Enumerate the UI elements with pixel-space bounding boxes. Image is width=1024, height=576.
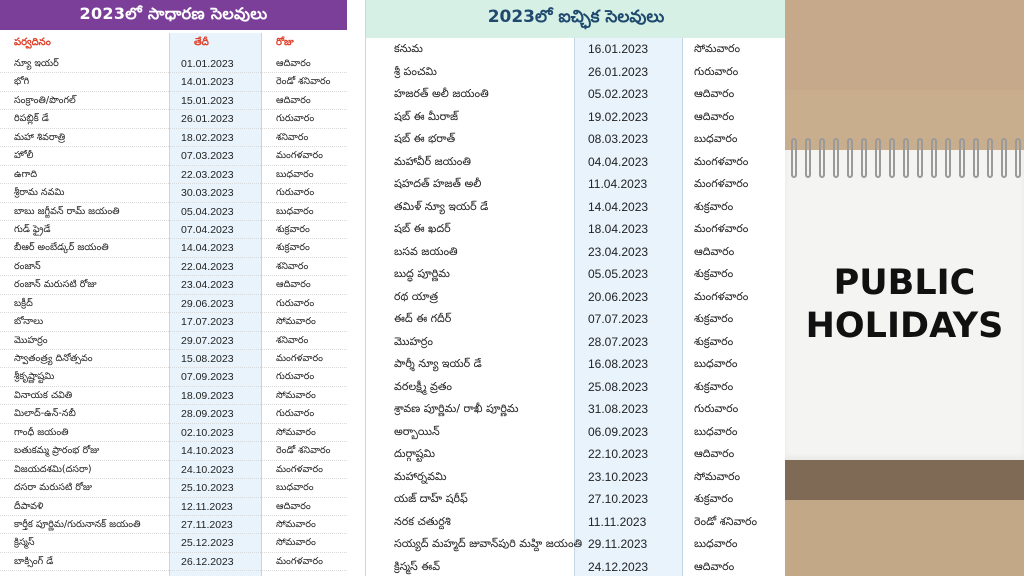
holiday-date: 07.03.2023 [181,150,234,163]
holiday-date: 15.01.2023 [181,94,234,107]
table-row [0,203,347,221]
holiday-name: బాక్సింగ్ డే [14,555,54,567]
table-row [0,368,347,386]
table-row [0,387,347,405]
table-row [366,443,785,466]
holiday-day: బుధవారం [276,482,314,494]
holiday-date: 18.02.2023 [181,131,234,144]
holiday-name: మొహర్రం [14,334,48,346]
holiday-day: మంగళవారం [276,150,323,162]
table-row [366,308,785,331]
holiday-name: నరక చతుర్దశి [394,514,451,528]
holiday-name: బతుకమ్మ ప్రారంభ రోజు [14,445,100,457]
holiday-date: 08.03.2023 [588,132,649,146]
table-row [0,110,347,128]
table-row [0,129,347,147]
public-holidays-text [785,262,1024,348]
table-row [0,221,347,239]
spiral-coil [917,138,923,178]
holiday-date: 06.09.2023 [588,424,649,439]
table-row [0,553,347,571]
holiday-date: 15.08.2023 [181,353,234,365]
holiday-name: యజ్ దాహ్ షరీఫ్ [394,492,468,505]
holiday-name: న్యూ ఇయర్ [14,58,59,69]
spiral-coil [805,138,811,178]
holiday-date: 12.11.2023 [181,500,233,513]
table-row [0,295,347,313]
spiral-coil [959,138,965,178]
holiday-date: 23.04.2023 [181,279,234,292]
holiday-name: షబ్ ఈ మీరాజ్ [394,109,459,123]
holiday-name: బుద్ధ పూర్ణిమ [394,267,450,280]
holiday-name: కార్తీక పూర్ణిమ/గురునానక్ జయంతి [14,518,141,530]
spiral-coil [861,138,867,178]
general-holidays-panel [0,0,347,576]
table-row [366,331,785,354]
holiday-name: అర్బాయిన్ [394,424,440,438]
holiday-day: రెండో శనివారం [276,445,331,457]
holiday-day: గురువారం [694,402,739,415]
holiday-day: శుక్రవారం [276,242,310,254]
public-holidays-image [785,0,1024,576]
holiday-day: ఆదివారం [276,279,311,291]
holiday-day: ఆదివారం [276,94,311,106]
spiral-coil [847,138,853,178]
holiday-name: విజయదశమి(దసరా) [14,463,92,475]
holiday-name: హోలీ [14,150,34,162]
table-row [366,38,785,61]
holiday-name: శ్రీకృష్ణాష్టమి [14,371,55,383]
holiday-name: బోనాలు [14,316,44,328]
holiday-date: 26.01.2023 [588,64,649,79]
holiday-day: శుక్రవారం [694,267,734,280]
holiday-date: 16.01.2023 [588,42,649,56]
table-row [366,421,785,444]
table-row [0,516,347,534]
holiday-name: మొహర్రం [394,334,433,348]
public-word: PUBLIC [833,263,976,303]
holiday-name: రంజాన్ [14,260,41,272]
table-row [366,196,785,219]
table-row [0,442,347,460]
holiday-name: వినాయక చవితి [14,389,73,401]
holiday-name: గాంధీ జయంతి [14,426,69,438]
header-date: తేదీ [194,37,209,48]
holiday-name: రిపబ్లిక్ డే [14,113,49,125]
holiday-name: శ్రీ పంచమి [394,64,437,78]
table-row [366,263,785,286]
spiral-coil [889,138,895,178]
holiday-day: ఆదివారం [276,500,311,512]
holiday-name: మిలాద్-ఉన్-నబీ [14,408,76,420]
holiday-day: మంగళవారం [276,463,323,475]
holiday-name: షహదత్ హజత్ అలీ [394,177,482,190]
holiday-name: దుర్గాష్టమి [394,447,436,460]
table-row [366,151,785,174]
holiday-name: షబ్ ఈ ఖదర్ [394,222,451,235]
holiday-date: 14.04.2023 [588,199,649,214]
holiday-date: 11.04.2023 [588,177,648,191]
holiday-day: గురువారం [276,408,315,420]
table-row [366,218,785,241]
holiday-day: సోమవారం [276,426,316,438]
holiday-date: 20.06.2023 [588,289,649,304]
holiday-date: 05.04.2023 [181,205,234,218]
holiday-day: గురువారం [276,371,315,383]
holiday-date: 11.11.2023 [588,514,647,529]
holiday-date: 22.10.2023 [588,447,649,461]
holiday-day: మంగళవారం [276,555,323,567]
holiday-day: ఆదివారం [694,559,735,573]
holiday-name: రంజాన్ మరుసటి రోజు [14,279,97,291]
spiral-coil [1015,138,1021,178]
holiday-name: మహావీర్ జయంతి [394,154,471,168]
holiday-date: 07.04.2023 [181,223,234,236]
header-day: రోజు [276,37,294,48]
holiday-name: సంక్రాంతి/పొంగల్ [14,94,76,106]
table-row [366,398,785,421]
holiday-day: ఆదివారం [694,244,735,258]
holiday-day: మంగళవారం [694,289,749,303]
holiday-date: 27.10.2023 [588,492,649,506]
optional-holidays-table [366,38,785,576]
holiday-day: సోమవారం [276,389,316,401]
holiday-name: కనుమ [394,42,423,55]
spiral-coil [1001,138,1007,178]
holiday-date: 29.07.2023 [181,334,234,347]
holiday-name: మహార్నవమి [394,469,447,483]
holiday-date: 28.07.2023 [588,334,649,349]
holiday-date: 07.09.2023 [181,371,234,384]
table-row [0,424,347,442]
holiday-date: 25.12.2023 [181,537,234,550]
optional-holidays-title: 2023లో ఐచ్ఛిక సెలవులు [366,0,785,38]
table-row [366,106,785,129]
table-row [366,241,785,264]
holiday-date: 16.08.2023 [588,357,649,371]
holiday-date: 26.01.2023 [181,113,234,126]
holiday-name: రథ యాత్ర [394,289,439,303]
table-row [0,461,347,479]
desk-surface [785,500,1024,576]
holiday-name: బీఆర్ అంబేడ్కర్ జయంతి [14,242,109,254]
holiday-date: 14.10.2023 [181,445,234,458]
holiday-date: 14.04.2023 [181,242,234,255]
holiday-date: 19.02.2023 [588,109,649,124]
holiday-day: ఆదివారం [694,447,735,460]
table-row [0,73,347,91]
holiday-date: 25.10.2023 [181,482,234,495]
holiday-day: బుధవారం [694,357,738,370]
holiday-day: సోమవారం [276,518,316,530]
header-festival: పర్వదినం [14,37,51,48]
holiday-name: క్రిస్మస్ ఈవ్ [394,559,441,573]
table-row [366,286,785,309]
holiday-name: పార్శీ న్యూ ఇయర్ డే [394,357,482,370]
holiday-day: సోమవారం [694,42,741,55]
holidays-word: HOLIDAYS [805,306,1004,346]
holiday-date: 01.01.2023 [181,58,234,70]
table-row [366,61,785,84]
table-row [0,258,347,276]
holiday-day: సోమవారం [276,316,316,328]
background-wall [785,0,1024,90]
holiday-date: 29.11.2023 [588,537,648,551]
holiday-day: గురువారం [276,113,315,125]
holiday-name: బక్రీద్ [14,297,33,309]
holiday-name: గుడ్ ఫ్రైడే [14,223,51,235]
table-row [366,376,785,399]
table-row [0,313,347,331]
spiral-coil [903,138,909,178]
desk-edge [785,460,1024,500]
holiday-day: బుధవారం [694,132,738,145]
holiday-date: 28.09.2023 [181,408,234,421]
holiday-day: మంగళవారం [694,222,749,235]
holiday-date: 04.04.2023 [588,154,649,169]
holiday-day: బుధవారం [694,424,738,438]
holiday-name: క్రిస్మస్ [14,537,35,549]
holiday-name: తమిళ్ న్యూ ఇయర్ డే [394,199,489,213]
table-row [0,92,347,110]
holiday-name: శ్రీరామ నవమి [14,187,65,199]
holiday-date: 26.12.2023 [181,555,234,568]
holiday-name: బసవ జయంతి [394,244,458,258]
holiday-name: మహా శివరాత్రి [14,131,66,143]
holiday-day: గురువారం [276,297,315,309]
holiday-day: ఆదివారం [276,58,311,69]
table-row [0,55,347,73]
table-row [0,276,347,294]
table-row [366,556,785,576]
holiday-date: 30.03.2023 [181,187,234,200]
spiral-coil [791,138,797,178]
general-holidays-title: 2023లో సాధారణ సెలవులు [0,0,347,30]
holiday-name: భోగి [14,76,30,88]
holiday-day: మంగళవారం [694,177,749,190]
holiday-date: 27.11.2023 [181,518,233,531]
holiday-day: ఆదివారం [694,109,735,123]
spiral-coil [987,138,993,178]
holiday-day: మంగళవారం [694,154,749,168]
holiday-name: బాబు జగ్జీవన్ రామ్ జయంతి [14,205,120,217]
holiday-day: గురువారం [276,187,315,199]
general-holidays-table [0,55,347,571]
holiday-day: శుక్రవారం [694,334,734,348]
table-row [366,173,785,196]
holiday-name: శ్రావణ పూర్ణిమ/ రాఖీ పూర్ణిమ [394,402,519,415]
holiday-day: శుక్రవారం [694,492,734,505]
table-row [366,128,785,151]
table-row [0,350,347,368]
spiral-binding [785,138,1024,178]
holiday-day: బుధవారం [276,205,314,217]
holiday-day: బుధవారం [694,537,738,550]
holiday-name: ఉగాది [14,168,38,180]
holiday-day: శుక్రవారం [276,223,310,235]
table-row [0,479,347,497]
holiday-day: ఆదివారం [694,87,735,100]
holiday-day: మంగళవారం [276,353,323,364]
holiday-date: 29.06.2023 [181,297,234,310]
table-row [366,533,785,556]
table-row [0,147,347,165]
holiday-date: 22.04.2023 [181,260,234,273]
holiday-date: 17.07.2023 [181,316,234,329]
spiral-coil [945,138,951,178]
spiral-coil [819,138,825,178]
holiday-day: రెండో శనివారం [694,514,758,528]
holiday-date: 05.02.2023 [588,87,649,101]
table-row [0,166,347,184]
holiday-date: 24.10.2023 [181,463,234,476]
holiday-name: దసరా మరుసటి రోజు [14,482,93,494]
holiday-date: 18.04.2023 [588,222,649,236]
holiday-date: 22.03.2023 [181,168,234,181]
holiday-date: 23.10.2023 [588,469,649,484]
holiday-day: శనివారం [276,260,309,272]
holiday-day: శుక్రవారం [694,379,734,393]
holiday-name: స్వాతంత్ర్య దినోత్సవం [14,353,93,364]
holiday-date: 24.12.2023 [588,559,649,574]
holiday-name: సయ్యద్ మహ్మద్ జువాన్‌పురి మహ్ది జయంతి [394,537,583,550]
holiday-day: శుక్రవారం [694,312,734,325]
optional-holidays-panel [365,0,785,576]
holiday-day: సోమవారం [276,537,316,549]
holiday-name: ఈద్ ఈ గదీర్ [394,312,452,325]
holiday-name: వరలక్ష్మీ వ్రతం [394,379,452,393]
holiday-day: శనివారం [276,131,309,143]
spiral-coil [973,138,979,178]
table-row [0,332,347,350]
spiral-coil [931,138,937,178]
table-row [366,353,785,376]
spiral-coil [833,138,839,178]
table-row [0,184,347,202]
holiday-date: 25.08.2023 [588,379,649,394]
table-row [366,466,785,489]
table-row [0,498,347,516]
table-row [366,511,785,534]
holiday-day: బుధవారం [276,168,314,180]
holiday-name: హజరత్ అలీ జయంతి [394,87,489,100]
table-row [0,405,347,423]
holiday-date: 14.01.2023 [181,76,234,89]
holiday-date: 02.10.2023 [181,426,234,439]
table-row [366,488,785,511]
table-row [0,534,347,552]
table-row [0,239,347,257]
table-row [366,83,785,106]
holiday-date: 18.09.2023 [181,389,234,402]
holiday-date: 23.04.2023 [588,244,649,259]
holiday-day: శనివారం [276,334,309,346]
holiday-name: షబ్ ఈ భరాత్ [394,132,456,145]
holiday-date: 31.08.2023 [588,402,649,416]
holiday-date: 05.05.2023 [588,267,649,281]
holiday-name: దీపావళి [14,500,44,512]
spiral-coil [875,138,881,178]
holiday-day: సోమవారం [694,469,741,483]
table-header [0,33,347,53]
holiday-date: 07.07.2023 [588,312,649,326]
holiday-day: శుక్రవారం [694,199,734,213]
holiday-day: గురువారం [694,64,739,78]
holiday-day: రెండో శనివారం [276,76,331,88]
